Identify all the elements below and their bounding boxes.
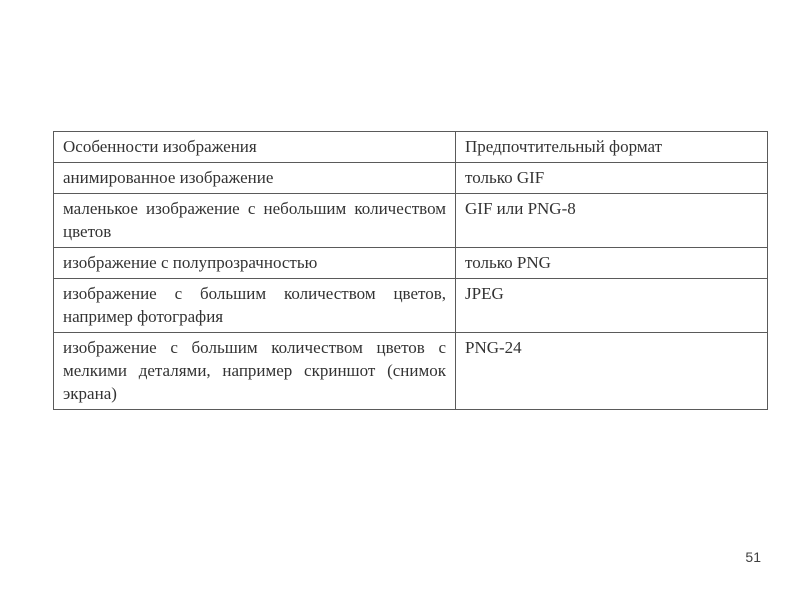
table-row xyxy=(54,163,768,194)
format-cell: только GIF xyxy=(456,163,768,194)
table-row xyxy=(54,279,768,333)
header-preferred-format: Предпочтительный формат xyxy=(456,132,768,163)
format-cell: JPEG xyxy=(456,279,768,333)
table-row xyxy=(54,248,768,279)
feature-cell: изображение с большим количеством цветов, например фотография xyxy=(54,279,456,333)
feature-cell: маленькое изображение с небольшим количеством цветов xyxy=(54,194,456,248)
header-image-features: Особенности изображения xyxy=(54,132,456,163)
feature-cell: анимированное изображение xyxy=(54,163,456,194)
feature-cell: изображение с большим количеством цветов с мелкими деталями, например скриншот (снимок экрана) xyxy=(54,333,456,410)
format-cell: только PNG xyxy=(456,248,768,279)
format-cell: PNG-24 xyxy=(456,333,768,410)
page-number: 51 xyxy=(745,549,761,565)
format-cell: GIF или PNG-8 xyxy=(456,194,768,248)
table-header-row xyxy=(54,132,768,163)
table-row xyxy=(54,333,768,410)
image-format-table xyxy=(53,131,768,410)
feature-cell: изображение с полупрозрачностью xyxy=(54,248,456,279)
table-row xyxy=(54,194,768,248)
table-container xyxy=(53,131,767,410)
